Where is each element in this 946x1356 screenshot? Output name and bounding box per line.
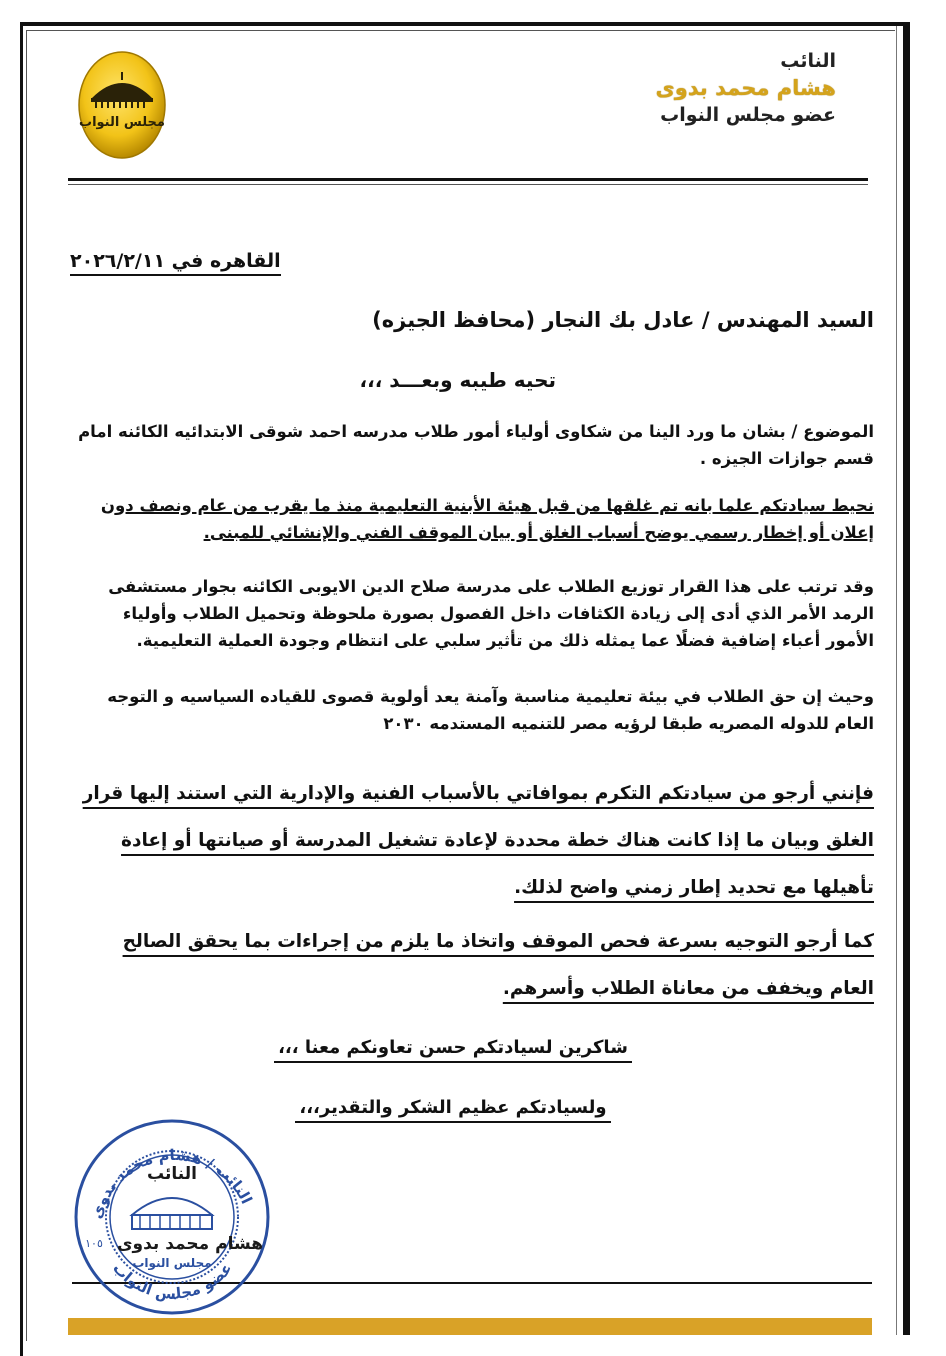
stamp-outer-text: النائب / هشام محمد بدوى — [87, 1145, 256, 1221]
closing-line-1: شاكرين لسيادتكم حسن تعاونكم معنا ،،، — [274, 1037, 632, 1063]
letterhead-role: عضو مجلس النواب — [660, 104, 836, 126]
letterhead-name: هشام محمد بدوى — [655, 76, 836, 100]
stamp-number: ١٠٥ — [85, 1237, 103, 1250]
header-divider-thin — [68, 184, 868, 185]
footer-band — [68, 1318, 872, 1335]
stamp-center-title: النائب — [147, 1164, 197, 1184]
letterhead-title: النائب — [780, 50, 836, 72]
closing-thanks — [0, 1037, 926, 1058]
letterhead — [656, 50, 837, 126]
letter-date: القاهره في ٢٠٢٦/٢/١١ — [70, 250, 281, 276]
greeting: تحيه طيبه وبعـــد ،،، — [359, 368, 556, 392]
closing-line-2: ولسيادتكم عظيم الشكر والتقدير،،، — [295, 1097, 610, 1123]
since-paragraph: وحيث إن حق الطلاب في بيئة تعليمية مناسبة وآمنة يعد أولوية قصوى للقياده السياسيه و التوجه العام للدوله المصريه طبقا لرؤيه مصر للتنميه المستدمه ٢٠٣٠ — [107, 687, 874, 733]
official-stamp — [70, 1115, 275, 1320]
logo-text: مجلس النواب — [79, 115, 165, 130]
result-paragraph: وقد ترتب على هذا القرار توزيع الطلاب على مدرسة صلاح الدين الايوبى الكائنه بجوار مستشفى الرمد الأمر الذي أدى إلى زيادة الكثافات داخل الفصول بصورة ملحوظة وتحميل الطلاب وأولياء الأمور أعباء إضافية فضلًا عما يمثله ذلك من تأثير سلبي على انتظام وجودة العملية التعليمية. — [108, 577, 874, 650]
stamp-center-name: هشام محمد بدوى — [116, 1234, 264, 1254]
subject-paragraph: الموضوع / بشان ما ورد الينا من شكاوى أولياء أمور طلاب مدرسه احمد شوقى الابتدائيه الكائنه امام قسم جوازات الجيزه . — [78, 422, 874, 468]
also-request-paragraph: كما أرجو التوجيه بسرعة فحص الموقف واتخاذ ما يلزم من إجراءات بما يحقق الصالح العام ويخفف من معاناة الطلاب وأسرهم. — [122, 931, 874, 999]
header-divider — [68, 178, 868, 181]
page-border-right — [903, 22, 910, 1335]
stamp-bottom-text: عضو مجلس النواب — [109, 1259, 236, 1304]
parliament-logo — [77, 50, 167, 160]
recipient: السيد المهندس / عادل بك النجار (محافظ الجيزه) — [372, 308, 874, 332]
stamp-center-logo: مجلس النواب — [132, 1256, 212, 1270]
page-border-right-inner — [896, 26, 897, 1335]
notify-paragraph: نحيط سيادتكم علما بانه تم غلقها من قبل هيئة الأبنية التعليمية منذ ما يقرب من عام ونصف دون إعلان أو إخطار رسمي يوضح أسباب الغلق أو بيان الموقف الفني والإنشائي للمبنى. — [100, 496, 874, 542]
request-paragraph: فإنني أرجو من سيادتكم التكرم بموافاتي بالأسباب الفنية والإدارية التي استند إليها قرار الغلق وبيان ما إذا كانت هناك خطة محددة لإعادة تشغيل المدرسة أو صيانتها أو إعادة تأهيلها مع تحديد إطار زمني واضح لذلك. — [82, 783, 874, 898]
